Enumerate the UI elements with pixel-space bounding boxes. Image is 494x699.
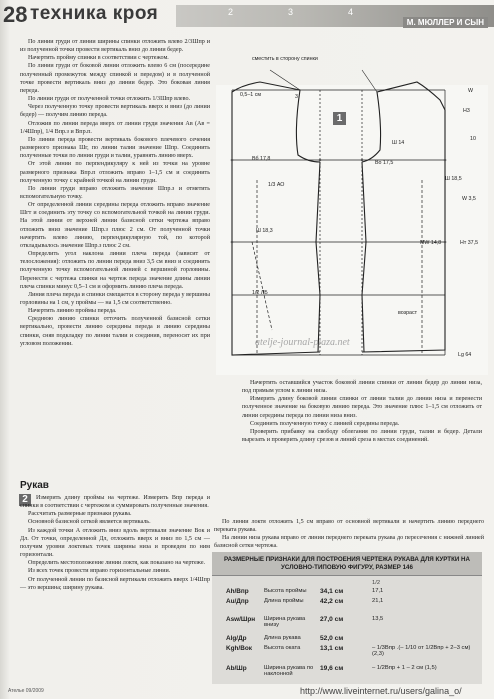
watermark-text: atelje-journal-plaza.net — [255, 337, 350, 348]
cell-value: 42,2 см — [320, 598, 344, 605]
cell-code: Kgh/Вок — [226, 645, 252, 652]
paragraph: От этой линии по перпендикуляру к ней из точки на уровне размерного признака Впр.п отложить вправо 1–1,5 см и соединить полученную точку с крайней точкой на линии груди. — [20, 161, 210, 184]
cell-name: Ширина рукава внизу — [264, 616, 306, 628]
section-number-badge: 2 — [19, 494, 31, 506]
drawing-label: 1/3 АО — [268, 182, 285, 188]
page-header — [0, 0, 494, 30]
cell-calc: 13,5 — [372, 616, 384, 622]
paragraph: Среднюю линию спинки отточить полученной базисной сетки вертикально, провести линию середины переда и линию середины спинки, сняв подкладку по линии талии и соединив, переносят их при угловом положении. — [20, 316, 210, 347]
section-title: Рукав — [20, 480, 49, 491]
pattern-drawing — [212, 30, 494, 375]
header-ruler-band — [176, 5, 494, 27]
sleeve-text-left — [20, 494, 210, 592]
drawing-label: Ш 18,5 — [445, 176, 462, 182]
paragraph: Отложив по линии переда вверх от линии груди значения Ав (Ав = 1/4Шпр), 1/4 Впр.з и Впр.п. — [20, 120, 210, 135]
drawing-label: MW 14,8 — [420, 240, 442, 246]
paragraph: Из всех точек провести вправо горизонтальные линии. — [28, 568, 171, 575]
cell-value: 27,0 см — [320, 616, 344, 623]
cell-name: Длина рукава — [264, 635, 301, 641]
drawing-label: 3 — [295, 94, 298, 100]
cell-name: Ширина рукава по наклонной — [264, 665, 314, 677]
drawing-label: W 3,5 — [462, 196, 476, 202]
paragraph: Из каждой точки А отложить вниз вдоль вертикали значение Вок и Дл. От точки, определенной Дл, отложить вверх и вниз по 1,5 см — получим уровни локтевых точек ширины низа и проведем по ним горизонтали. — [20, 527, 210, 559]
paragraph: По линии груди от боковой линии отложить влево 6 см (посередине полученный промежуток между спинкой и передом) и в полученной точке провести вертикаль вниз до линии бедер. Это боковая линия переда. — [20, 63, 210, 94]
drawing-label: 0,5–1 см — [240, 92, 262, 98]
drawing-label: Lg 64 — [458, 352, 472, 358]
ruler-tick: 3 — [288, 7, 294, 17]
cell-value: 13,1 см — [320, 645, 344, 652]
paragraph: От полученной линии по базисной вертикали отложить вверх 1/4Шпр — это вершина; ширину рукава. — [20, 576, 210, 591]
drawing-label: Во 17,5 — [375, 160, 394, 166]
paragraph: По линии локтя отложить 1,5 см вправо от основной вертикали и начертить линию переднего переката рукава. — [214, 519, 484, 534]
paragraph: Определить местоположение линии локтя, как показано на чертеже. — [28, 560, 206, 567]
drawing-label: W — [468, 88, 473, 94]
ruler-tick: 2 — [228, 7, 234, 17]
paragraph: На линии низа рукава вправо от линии переднего переката рукава до пересечения с нижней линией базисной сетки чертежа. — [214, 535, 484, 550]
drawing-label: Ш 18,3 — [256, 228, 273, 234]
cell-name: Высота оката — [264, 645, 301, 651]
cell-calc: 17,1 — [372, 588, 384, 594]
paragraph: Начертить линию проймы переда. — [28, 308, 117, 315]
drawing-label: 1/2 ЛБ — [252, 290, 268, 296]
drawing-label: Нт 37,5 — [460, 240, 479, 246]
paragraph: По линии груди от полученной точки отложить 1/3Шпр влево. — [28, 96, 191, 103]
paragraph: Измерить длину проймы на чертеже. Измерить Впр переда и спинки в соответствии с чертежом и суммировать полученные значения. — [20, 495, 210, 510]
sleeve-text-right — [214, 518, 484, 551]
right-text-column — [242, 379, 482, 444]
cell-code: Alg/Др — [226, 635, 247, 642]
ruler-tick: 4 — [348, 7, 354, 17]
size-table — [212, 552, 482, 684]
brand-label: М. МЮЛЛЕР И СЫН — [403, 17, 488, 28]
drawing-label: Ш 14 — [392, 140, 405, 146]
drawing-label: Вб 17,8 — [252, 156, 271, 162]
paragraph: Основной базисной сеткой является вертикаль. — [28, 519, 151, 526]
paragraph: Начертить оставшийся участок боковой линии спинки от линии бедер до линии низа, под прямым углом к линии низа. — [242, 380, 482, 395]
cell-calc: – 1/3Впр .(– 1/10 от 1/2Впр + 2–3 см) (2,3) — [372, 645, 471, 657]
paragraph: Соединить полученную точку с линией середины переда. — [250, 420, 400, 427]
cell-calc: – 1/2Впр + 1 – 2 см (1,5) — [372, 665, 437, 671]
paragraph: Определить угол наклона линии плеча переда (зависит от телосложения): отложить по линии переда вниз 3,5 см вниз и соединить полученную точку вспомогательной линией с вершиной горловины. Перенести с чертежа спинки на чертеж переда значение длины линии плеча спинки минус 0,5–1 см и оформить линию плеча переда. — [20, 251, 210, 290]
drawing-label: Н3 — [463, 108, 470, 114]
pattern-drawing-svg — [212, 30, 494, 375]
paragraph: Линия плеча переда и спинки смещается в сторону переда у вершины горловины на 1 см, у проймы — на 1,5 см соответственно. — [20, 291, 210, 306]
footer-issue: Ателье 09/2009 — [8, 688, 44, 694]
paragraph: От определенной линии середины переда отложить вправо значение Шгт и соединить эту точку со вспомогательной точкой на линии груди. На этой линии от верхней линии базисной сетки чертежа вправо отложить вниз значение Шпр.з плюс 2 см. От полученной точки начертить влево линию, перпендикулярную той, по которой откладывалось значение Шпр.з плюс 2 см. — [20, 202, 210, 249]
paragraph: Через полученную точку провести вертикаль вверх и вниз (до линии бедер) — получим линию переда. — [20, 104, 210, 119]
paragraph: Измерить длину боковой линии спинки от линии талии до линии низа и перенести полученное значение на боковую линию переда. Это значение плюс 1–1,5 см отложить от линии середины переда по линии низа вниз. — [242, 396, 482, 419]
drawing-label: 10 — [470, 136, 476, 142]
cell-code: Asw/Шрн — [226, 616, 256, 623]
drawing-label: сместить в сторону спинки — [252, 56, 318, 62]
drawing-label: возраст — [398, 310, 418, 316]
cell-code: Au/Дпр — [226, 598, 249, 605]
cell-code: Ab/Шр — [226, 665, 247, 672]
cell-code: Ah/Впр — [226, 588, 249, 595]
cell-name: Высота проймы — [264, 588, 307, 594]
left-text-column — [20, 38, 210, 348]
page-number: 28 — [3, 2, 28, 27]
page-title: техника кроя — [30, 3, 159, 24]
half-label: 1/2 — [372, 580, 381, 586]
cell-value: 52,0 см — [320, 635, 344, 642]
cell-value: 34,1 см — [320, 588, 344, 595]
figure-number-badge: 1 — [333, 112, 346, 125]
paragraph: По линии груди вправо отложить значение Шпр.з и отметить вспомогательную точку. — [20, 185, 210, 200]
footer-url[interactable]: http://www.liveinternet.ru/users/galina_o/ — [300, 686, 462, 696]
cell-value: 19,6 см — [320, 665, 344, 672]
cell-calc: 21,1 — [372, 598, 384, 604]
paragraph: Рассчитать размерные признаки рукава. — [28, 511, 132, 518]
paragraph: Проверить прибавку на свободу облегания по линии груди, талии и бедер. Детали вырезать и проверить длину срезов и линий среза в местах соединений. — [242, 428, 482, 444]
cell-name: Длина проймы — [264, 598, 304, 604]
size-table-title: РАЗМЕРНЫЕ ПРИЗНАКИ ДЛЯ ПОСТРОЕНИЯ ЧЕРТЕЖА РУКАВА ДЛЯ КУРТКИ НА УСЛОВНО-ТИПОВУЮ ФИГУРУ, РАЗМЕР 146 — [212, 552, 482, 576]
paragraph: По линии переда провести вертикаль бокового плечевого сечения размерного признака Шг, по линии талии значение Шпр. Соединить полученные точки по линии груди и талии, уравнять линию вверх. — [20, 136, 210, 160]
paragraph: По линии груди от линии ширины спинки отложить влево 2/3Шпр и из полученной точки провести вертикаль вниз до линии бедер. — [20, 39, 210, 54]
paragraph: Начертить пройму спинки в соответствии с чертежом. — [28, 55, 169, 62]
